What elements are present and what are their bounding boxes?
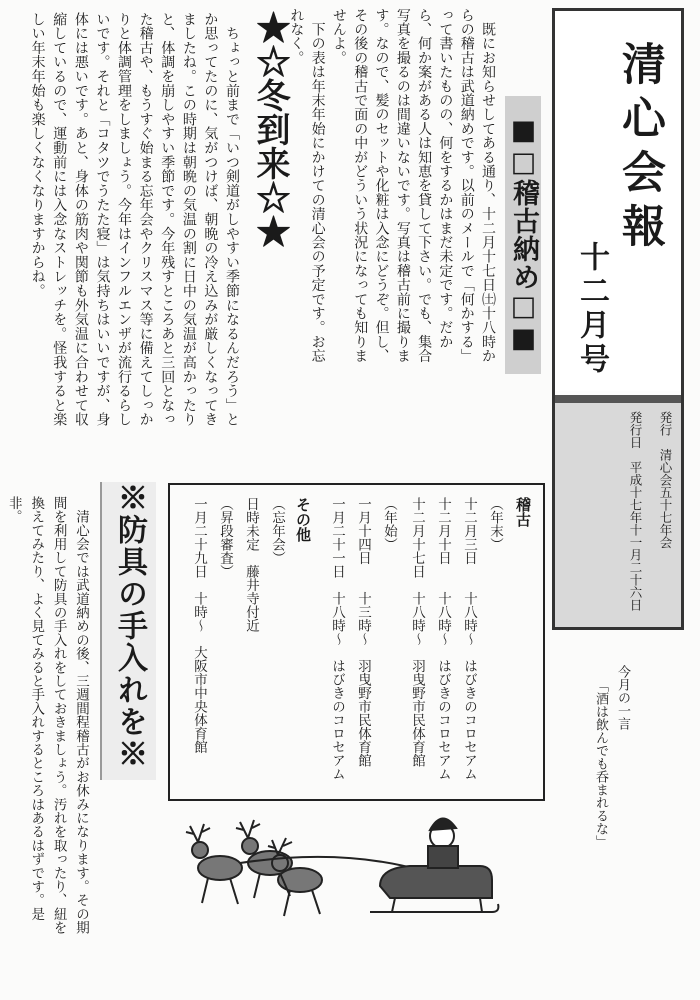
quote-label: 今月の一言 (615, 665, 630, 730)
newsletter-title: 清心会報 (614, 41, 665, 257)
schedule-row: 一月二十一日 十八時～ はびきのコロセアム (329, 497, 345, 781)
publisher-line (657, 411, 673, 549)
schedule-section-label: （年始） (381, 497, 397, 551)
winter-heading: ★☆冬到来☆★ (250, 10, 290, 248)
winter-body: ちょっと前まで「いつ剣道がしやすい季節になるんだろう」とか思ってたのに、気がつけば、朝晩の冷え込みが厳しくなってきましたね。この時期は朝晩の気温の割に日中の気温が高かったりと、体調を崩しやすい季節です。今年残すところあと三回となった稽古や、もうすぐ始まる忘年会やクリスマス等に備えてしっかりと体調管理をしましょう。今年はインフルエンザが流行るらしいです。それと「コタツでうたた寝」は気持ちはいいですが、身体には悪いです。あと、身体の筋肉や関節も外気温に合わせて収縮しているので、運動前には入念なストレッチを。怪我すると楽しい年末年始も楽しくなくなりますからね。 (29, 12, 240, 427)
masthead-title-area (555, 11, 681, 391)
schedule-section-label: （年末） (487, 497, 503, 551)
publisher-label: 発行 (658, 411, 673, 436)
masthead-divider (555, 395, 681, 403)
bougu-body: 清心会では武道納めの後、三週間程稽古がお休みになります。その期間を利用して防具の手入れをしておきましょう。汚れを取ったり、紐を換えてみたり、よく見てみると手入れするところはあるはずです。是非。 (5, 496, 89, 935)
reindeer-icon (278, 868, 322, 892)
schedule-row: 一月十四日 十三時～ 羽曳野市民体育館 (355, 497, 371, 767)
quote-text: 「酒は飲んでも呑まれるな」 (593, 679, 608, 848)
schedule-row: 日時未定 藤井寺付近 (243, 497, 259, 632)
reindeer-icon (198, 856, 242, 880)
publisher-name: 清心会五十七年会 (658, 448, 673, 549)
schedule-row: 十二月十日 十八時～ はびきのコロセアム (435, 497, 451, 781)
schedule-title: 稽古 (514, 497, 532, 527)
publish-date: 平成十七年十一月二十六日 (628, 461, 643, 611)
schedule-section-label: （昇段審査） (217, 497, 233, 578)
bougu-heading: ※防具の手入れを※ (100, 482, 156, 780)
schedule-table (168, 483, 545, 801)
schedule-row: 一月二十九日 十時～ 大阪市中央体育館 (191, 497, 207, 754)
schedule-row: 十二月十七日 十八時～ 羽曳野市民体育館 (409, 497, 425, 767)
schedule-row: 十二月三日 十八時～ はびきのコロセアム (461, 497, 477, 781)
masthead (552, 8, 684, 630)
schedule-other-title: その他 (294, 497, 312, 542)
schedule-section-label: （忘年会） (269, 497, 285, 565)
publisher-info (555, 403, 681, 627)
date-label: 発行日 (628, 411, 643, 449)
keiko-osame-body: 既にお知らせしてある通り、十二月十七日㈯十八時からの稽古は武道納めです。以前のメールで「何かする」って書いたものの、何をするかはまだ未定です。だから、何か案がある人は知恵を貸して下さい。でも、集合写真を撮るのは間違いないです。写真は稽古前に撮ります。なので、髪のセットや化粧は入念にどうぞ。但し、その後の稽古で面の中がどういう状況になっても知りませんよ。 下の表は年末年始にかけての清心会の予定です。お忘れなく。 (288, 8, 496, 363)
quote-of-the-month (572, 665, 632, 905)
date-line (627, 411, 643, 611)
issue-label: 十二月号 (574, 241, 609, 377)
santa-sleigh-reindeer-illustration (180, 808, 500, 928)
keiko-osame-heading: ■□稽古納め□■ (505, 96, 541, 374)
